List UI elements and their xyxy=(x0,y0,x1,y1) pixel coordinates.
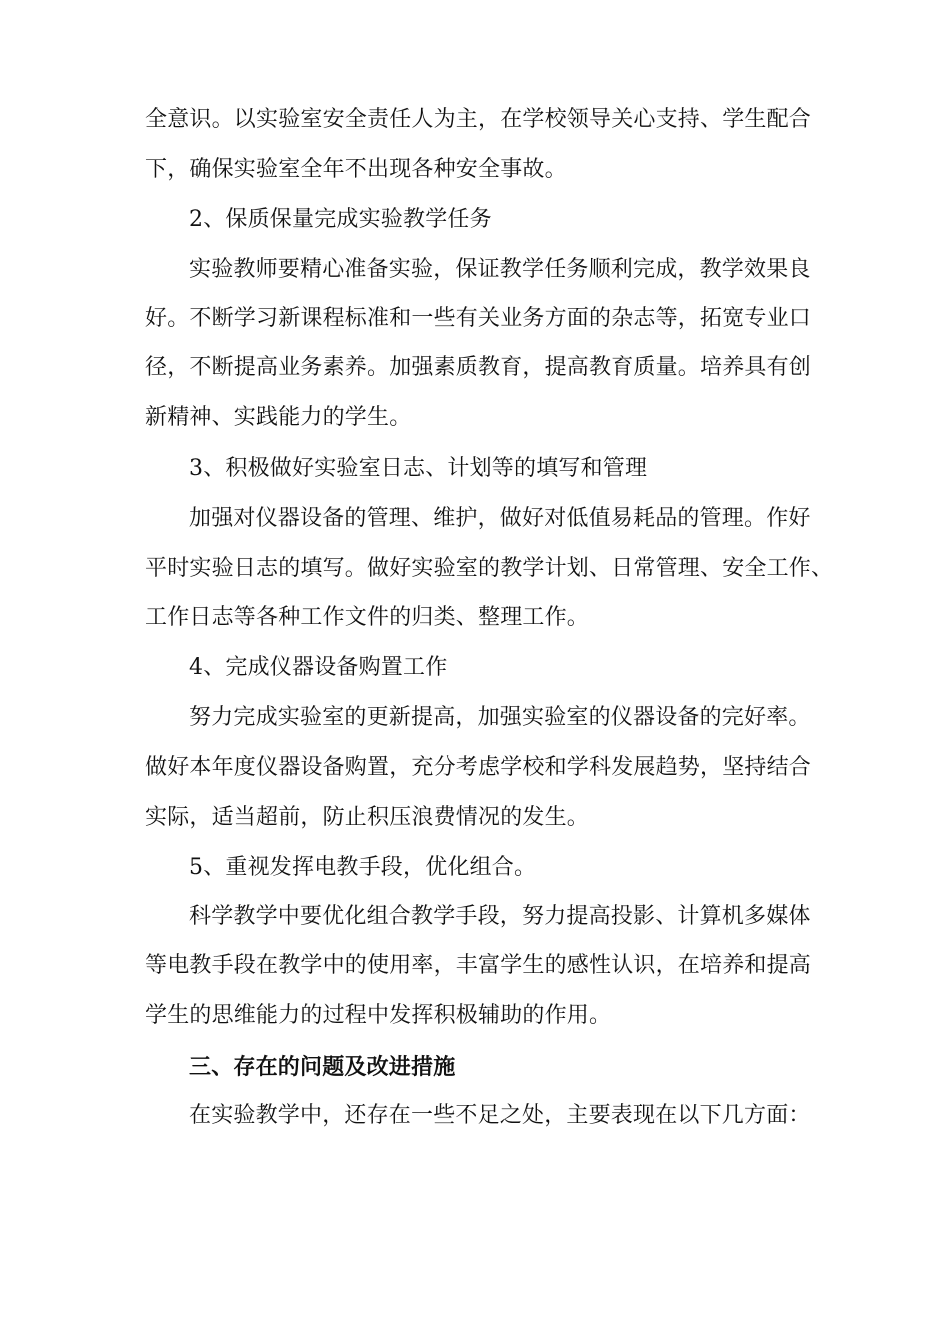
text-line: 在实验教学中，还存在一些不足之处，主要表现在以下几方面： xyxy=(189,1103,811,1128)
text-line: 实际，适当超前，防止积压浪费情况的发生。 xyxy=(145,805,590,830)
text-line: 工作日志等各种工作文件的归类、整理工作。 xyxy=(145,605,590,630)
text-line: 科学教学中要优化组合教学手段，努力提高投影、计算机多媒体 xyxy=(189,904,811,929)
text-line: 新精神、实践能力的学生。 xyxy=(145,405,412,430)
text-line: 平时实验日志的填写。做好实验室的教学计划、日常管理、安全工作、 xyxy=(145,556,834,581)
section-heading: 4、完成仪器设备购置工作 xyxy=(189,655,448,680)
text-line: 努力完成实验室的更新提高，加强实验室的仪器设备的完好率。 xyxy=(189,705,811,730)
text-line: 学生的思维能力的过程中发挥积极辅助的作用。 xyxy=(145,1003,612,1028)
section-heading: 3、积极做好实验室日志、计划等的填写和管理 xyxy=(189,456,648,481)
text-line: 全意识。以实验室安全责任人为主，在学校领导关心支持、学生配合 xyxy=(145,107,812,132)
text-line: 下，确保实验室全年不出现各种安全事故。 xyxy=(145,157,567,182)
section-heading: 5、重视发挥电教手段，优化组合。 xyxy=(189,855,537,880)
text-line: 加强对仪器设备的管理、维护，做好对低值易耗品的管理。作好 xyxy=(189,506,811,531)
text-line: 等电教手段在教学中的使用率，丰富学生的感性认识，在培养和提高 xyxy=(145,953,812,978)
text-line: 好。不断学习新课程标准和一些有关业务方面的杂志等，拓宽专业口 xyxy=(145,306,812,331)
text-line: 实验教师要精心准备实验，保证教学任务顺利完成，教学效果良 xyxy=(189,257,811,282)
text-line: 径，不断提高业务素养。加强素质教育，提高教育质量。培养具有创 xyxy=(145,355,812,380)
text-line: 做好本年度仪器设备购置，充分考虑学校和学科发展趋势，坚持结合 xyxy=(145,755,812,780)
section-heading: 2、保质保量完成实验教学任务 xyxy=(189,207,492,232)
chapter-heading: 三、存在的问题及改进措施 xyxy=(189,1054,456,1080)
